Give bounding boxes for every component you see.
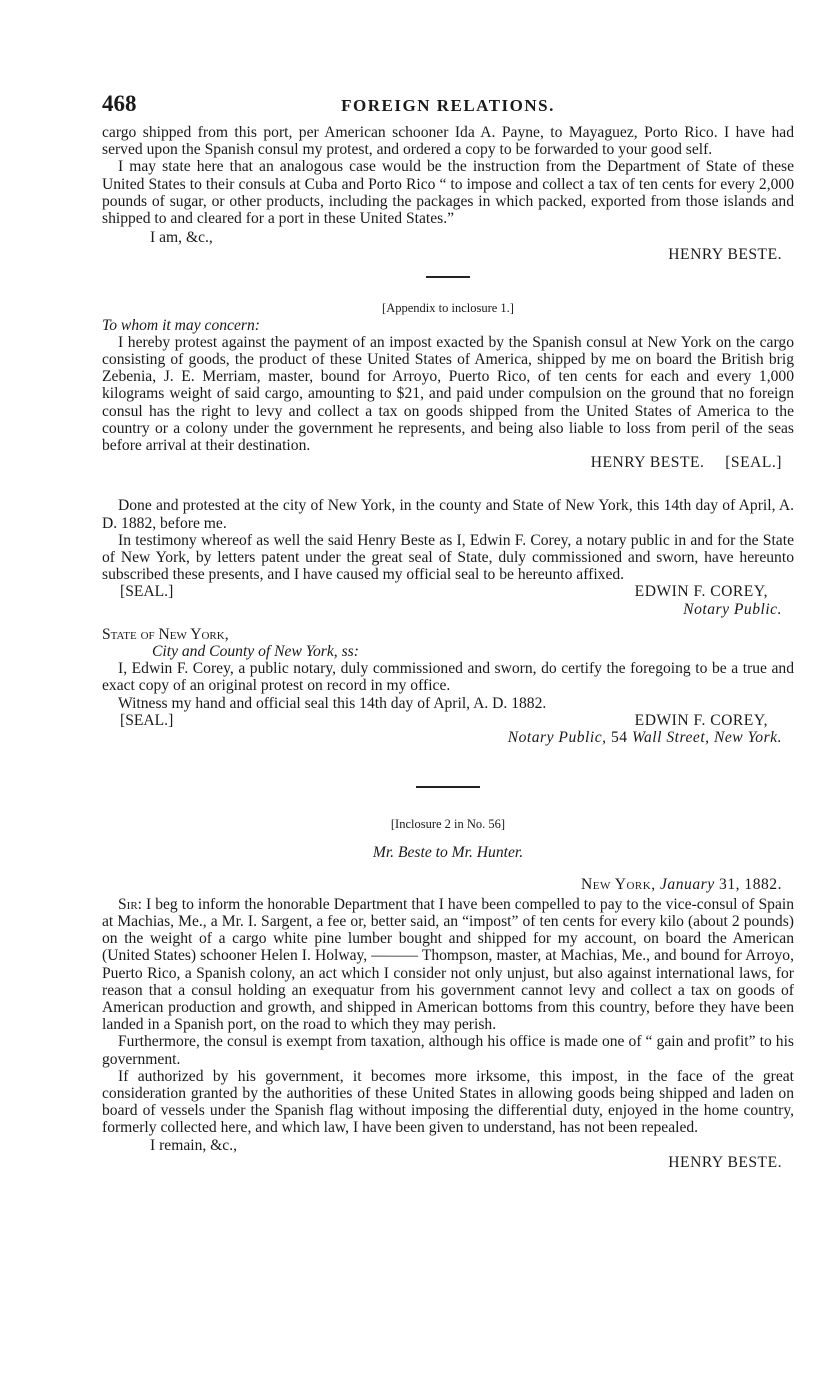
paragraph: cargo shipped from this port, per American schooner Ida A. Payne, to Mayaguez, Porto Rico. I have had served upon the Spanish consul my protest, and ordered a copy to be forwarded to your good self. [102, 124, 794, 159]
seal-label: [SEAL.] [120, 583, 174, 601]
document-page [102, 88, 794, 1171]
paragraph: I, Edwin F. Corey, a public notary, duly commissioned and sworn, do certify the foregoing to be a true and exact copy of an original protest on record in my office. [102, 660, 794, 695]
paragraph: Witness my hand and official seal this 14th day of April, A. D. 1882. [118, 694, 547, 712]
signature: HENRY BESTE. [590, 454, 705, 472]
salutation: Sir: [118, 895, 143, 913]
closing: I am, &c., [150, 229, 213, 247]
appendix [102, 300, 794, 472]
paragraph-text: I beg to inform the honorable Department that I have been compelled to pay to the vice-consul of Spain at Machias, Me., a Mr. I. Sargent, a fee or, better said, an “impost” of ten cents for every kilo (about 2 pounds) on the weight of a cargo white pine lumber bought and shipped for my account, on board the American (United States) schooner Helen I. Holway, ——— Thompson, master, at Machias, Me., and bound for Arroyo, Puerto Rico, a Spanish colony, an act which I consider not only unjust, but also against international laws, for reason that a consul holding an exequatur from his government cannot levy and collect a tax on goods of American production and growth, and shipped in American bottoms from this country, before they have been landed in a Spanish port, on the road to which they may perish. [102, 895, 794, 1034]
notary-name: EDWIN F. COREY, [634, 583, 768, 601]
seal-label: [SEAL.] [725, 454, 782, 472]
notary-section [102, 497, 794, 617]
paragraph: I may state here that an analogous case would be the instruction from the Department of State of these United States to their consuls at Cuba and Porto Rico “ to impose and collect a tax of ten cents for every 2,000 pounds of sugar, or other products, including the packages in which packed, exported from those islands and shipped to and cleared for a port in these United States.” [102, 158, 794, 228]
cert-signature-row [102, 712, 794, 729]
street-name: Wall Street, New York. [631, 729, 782, 747]
paragraph: Furthermore, the consul is exempt from taxation, although his office is made one of “ gain and profit” to his government. [102, 1033, 794, 1068]
notary-name: EDWIN F. COREY, [634, 711, 768, 729]
notary-title: Notary Public. [683, 600, 782, 618]
appendix-heading: [Appendix to inclosure 1.] [382, 300, 514, 315]
section-divider [416, 786, 480, 788]
street-number: 54 [606, 729, 632, 747]
paragraph: Done and protested at the city of New York, in the county and State of New York, this 14th day of April, A. D. 1882, before me. [102, 497, 794, 532]
paragraph [102, 896, 794, 1034]
dateline [102, 876, 794, 893]
section-divider [426, 276, 470, 278]
closing: I remain, &c., [150, 1136, 238, 1154]
date-place: New York, [581, 875, 656, 893]
salutation: To whom it may concern: [102, 316, 260, 334]
date-month: January [660, 875, 715, 893]
closing-row [102, 229, 794, 246]
inclosure-2 [102, 816, 794, 1171]
notary-signature-row [102, 583, 794, 600]
page-number: 468 [102, 91, 137, 116]
paragraph: In testimony whereof as well the said Henry Beste as I, Edwin F. Corey, a notary public in and for the State of New York, by letters patent under the great seal of State, duly commissioned and sworn, have hereunto subscribed these presents, and I have caused my official seal to be hereunto affixed. [102, 531, 794, 584]
signature-line [102, 454, 794, 471]
paragraph: If authorized by his government, it becomes more irksome, this impost, in the face of the great consideration granted by the authorities of these United States in allowing goods being shipped and laden on board of vessels under the Spanish flag without imposing the differential duty, enjoyed in the home country, formerly collected here, and which law, I have been given to understand, has not been repealed. [102, 1067, 794, 1137]
closing-row [102, 1137, 794, 1154]
running-title: FOREIGN RELATIONS. [341, 96, 555, 115]
notary-title: Notary Public, [507, 729, 607, 747]
notary-address [102, 729, 794, 746]
certification [102, 626, 794, 746]
inclosure-heading: [Inclosure 2 in No. 56] [390, 817, 506, 832]
signature: HENRY BESTE. [668, 246, 782, 264]
date-rest: 31, 1882. [714, 875, 782, 893]
signature: HENRY BESTE. [668, 1153, 782, 1171]
letter-continuation [102, 124, 794, 264]
county-line: City and County of New York, ss: [152, 643, 359, 661]
seal-label: [SEAL.] [120, 711, 174, 729]
protest-body: I hereby protest against the payment of an impost exacted by the Spanish consul at New York on the cargo consisting of goods, the product of these United States of America, shipped by me on board the British brig Zebenia, J. E. Merriam, master, bound for Arroyo, Puerto Rico, of ten cents for each and every 1,000 kilograms weight of said cargo, amounting to $21, and paid under compulsion on the ground that no foreign consul has the right to levy and collect a tax on goods shipped from the United States of America to the country or a colony under the government he represents, and being also liable to loss from peril of the seas before arrival at their destination. [102, 333, 794, 455]
page-header [102, 88, 794, 124]
state-line: State of New York, [102, 625, 229, 643]
letter-title: Mr. Beste to Mr. Hunter. [372, 844, 524, 862]
